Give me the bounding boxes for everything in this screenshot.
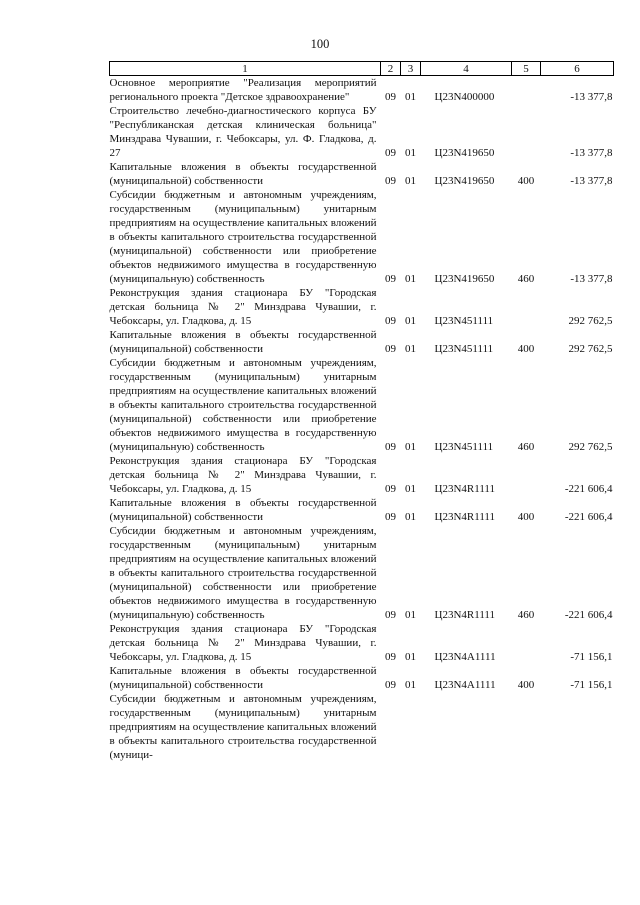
row-target-article: Ц23N419650 <box>434 147 495 159</box>
row-section: 09 <box>385 315 396 327</box>
row-name: Субсидии бюджетным и автономным учреждениям, государственным (муниципальным) унитарным предприятиям на осуществление капитальных вложений в объекты капитального строительства государственной (муници- <box>109 693 377 761</box>
row-name: Субсидии бюджетным и автономным учреждениям, государственным (муниципальным) унитарным предприятиям на осуществление капитальных вложений в объекты капитального строительства государственной (муниципальной) собственности или приобретение объектов недвижимого имущества в государственную (муниципальную) собственность <box>109 525 377 621</box>
table-row <box>110 664 614 692</box>
row-name: Субсидии бюджетным и автономным учреждениям, государственным (муниципальным) унитарным предприятиям на осуществление капитальных вложений в объекты капитального строительства государственной (муниципальной) собственности или приобретение объектов недвижимого имущества в государственную (муниципальную) собственность <box>109 357 377 453</box>
row-name: Капитальные вложения в объекты государственной (муниципальной) собственности <box>109 161 377 187</box>
column-header: 5 <box>512 62 541 76</box>
row-expense-type: 400 <box>517 343 535 355</box>
row-section: 09 <box>385 175 396 187</box>
column-header: 3 <box>401 62 421 76</box>
table-row <box>110 328 614 356</box>
table-header <box>110 62 614 76</box>
row-amount: 292 762,5 <box>568 343 613 355</box>
table-body <box>110 76 614 763</box>
row-section: 09 <box>385 91 396 103</box>
row-name: Капитальные вложения в объекты государственной (муниципальной) собственности <box>109 329 377 355</box>
row-amount: 292 762,5 <box>568 441 613 453</box>
column-header: 4 <box>421 62 512 76</box>
row-target-article: Ц23N400000 <box>434 91 495 103</box>
row-name: Реконструкция здания стационара БУ "Городская детская больница № 2" Минздрава Чувашии, г. Чебоксары, ул. Гладкова, д. 15 <box>109 623 377 663</box>
table-row <box>110 454 614 496</box>
row-section: 09 <box>385 511 396 523</box>
row-name: Строительство лечебно-диагностического корпуса БУ "Республиканская детская клиническая больница" Минздрава Чувашии, г. Чебоксары, ул. Ф. Гладкова, д. 27 <box>109 105 377 159</box>
row-target-article: Ц23N4R1111 <box>434 511 495 523</box>
table-row <box>110 692 614 762</box>
row-expense-type: 400 <box>517 511 535 523</box>
row-subsection: 01 <box>405 147 416 159</box>
row-name: Капитальные вложения в объекты государственной (муниципальной) собственности <box>109 497 377 523</box>
row-subsection: 01 <box>405 651 416 663</box>
row-subsection: 01 <box>405 91 416 103</box>
row-name: Субсидии бюджетным и автономным учреждениям, государственным (муниципальным) унитарным предприятиям на осуществление капитальных вложений в объекты капитального строительства государственной (муниципальной) собственности или приобретение объектов недвижимого имущества в государственную (муниципальную) собственность <box>109 189 377 285</box>
row-name: Основное мероприятие "Реализация мероприятий регионального проекта "Детское здравоохранение" <box>109 77 377 103</box>
table-row <box>110 524 614 622</box>
row-expense-type <box>512 104 541 160</box>
row-subsection: 01 <box>405 441 416 453</box>
row-subsection: 01 <box>405 343 416 355</box>
row-expense-type: 460 <box>517 273 535 285</box>
table-row <box>110 356 614 454</box>
row-amount <box>541 692 614 762</box>
row-section <box>381 692 401 762</box>
row-amount: -221 606,4 <box>564 609 613 621</box>
row-expense-type: 460 <box>517 441 535 453</box>
table-row <box>110 104 614 160</box>
row-section: 09 <box>385 483 396 495</box>
page-number: 100 <box>310 37 330 51</box>
row-amount: -221 606,4 <box>564 483 613 495</box>
row-target-article: Ц23N4A1111 <box>434 651 496 663</box>
row-target-article: Ц23N451111 <box>434 441 494 453</box>
row-subsection: 01 <box>405 315 416 327</box>
table-row <box>110 76 614 105</box>
row-target-article: Ц23N419650 <box>434 273 495 285</box>
column-header: 2 <box>381 62 401 76</box>
row-section: 09 <box>385 343 396 355</box>
row-expense-type <box>512 454 541 496</box>
row-expense-type: 460 <box>517 609 535 621</box>
table-row <box>110 286 614 328</box>
row-section: 09 <box>385 651 396 663</box>
row-amount: -13 377,8 <box>570 147 613 159</box>
row-subsection: 01 <box>405 511 416 523</box>
row-expense-type <box>512 286 541 328</box>
row-target-article: Ц23N451111 <box>434 343 494 355</box>
table-row <box>110 496 614 524</box>
row-target-article: Ц23N451111 <box>434 315 494 327</box>
header-row <box>110 62 614 76</box>
table-row <box>110 622 614 664</box>
row-name: Реконструкция здания стационара БУ "Городская детская больница № 2" Минздрава Чувашии, г. Чебоксары, ул. Гладкова, д. 15 <box>109 287 377 327</box>
row-expense-type: 400 <box>517 679 535 691</box>
row-section: 09 <box>385 273 396 285</box>
row-subsection: 01 <box>405 273 416 285</box>
row-subsection: 01 <box>405 679 416 691</box>
row-amount: 292 762,5 <box>568 315 613 327</box>
row-section: 09 <box>385 679 396 691</box>
column-header: 6 <box>541 62 614 76</box>
row-target-article <box>421 692 512 762</box>
row-amount: -71 156,1 <box>570 679 613 691</box>
row-name: Реконструкция здания стационара БУ "Городская детская больница № 2" Минздрава Чувашии, г. Чебоксары, ул. Гладкова, д. 15 <box>109 455 377 495</box>
row-name: Капитальные вложения в объекты государственной (муниципальной) собственности <box>109 665 377 691</box>
row-section: 09 <box>385 609 396 621</box>
row-subsection: 01 <box>405 483 416 495</box>
table-row <box>110 188 614 286</box>
row-expense-type <box>512 622 541 664</box>
row-subsection <box>401 692 421 762</box>
row-amount: -13 377,8 <box>570 175 613 187</box>
row-target-article: Ц23N4A1111 <box>434 679 496 691</box>
row-target-article: Ц23N4R1111 <box>434 609 495 621</box>
row-subsection: 01 <box>405 175 416 187</box>
table-row <box>110 160 614 188</box>
row-expense-type: 400 <box>517 175 535 187</box>
row-amount: -13 377,8 <box>570 273 613 285</box>
row-target-article: Ц23N4R1111 <box>434 483 495 495</box>
budget-table <box>109 61 614 762</box>
row-expense-type <box>512 76 541 105</box>
row-amount: -221 606,4 <box>564 511 613 523</box>
row-expense-type <box>512 692 541 762</box>
row-amount: -13 377,8 <box>570 91 613 103</box>
row-amount: -71 156,1 <box>570 651 613 663</box>
row-target-article: Ц23N419650 <box>434 175 495 187</box>
row-section: 09 <box>385 147 396 159</box>
row-section: 09 <box>385 441 396 453</box>
row-subsection: 01 <box>405 609 416 621</box>
column-header: 1 <box>110 62 381 76</box>
